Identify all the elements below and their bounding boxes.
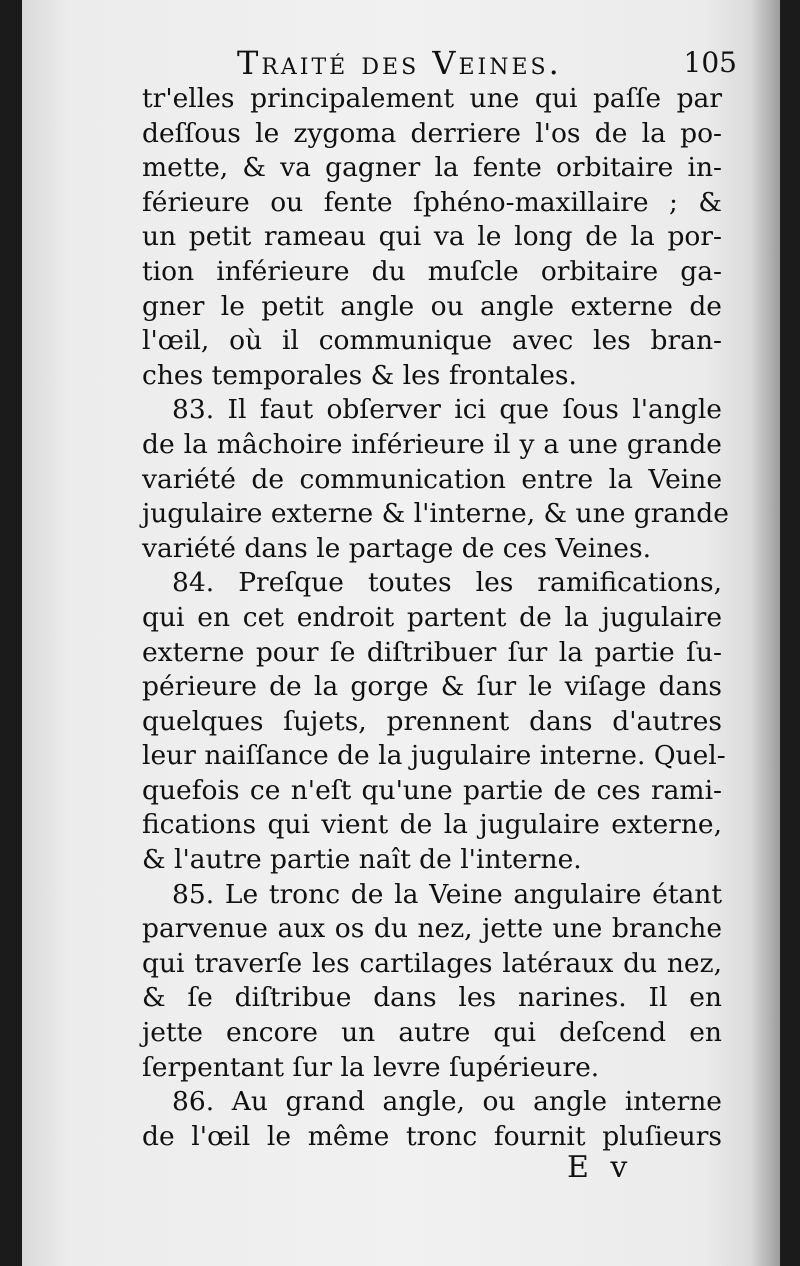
text-line: tr'elles principalement une qui paſſe par — [142, 83, 722, 114]
book-page — [22, 0, 780, 1266]
running-title: Traité des Veines. — [237, 44, 562, 82]
signature-mark: E v — [567, 1150, 634, 1185]
text-line: quelques ſujets, prennent dans d'autres — [142, 705, 722, 737]
text-line: & ſe diſtribue dans les narines. Il en — [142, 982, 722, 1014]
text-line: fications qui vient de la jugulaire externe, — [142, 809, 722, 841]
page-number: 105 — [683, 46, 737, 79]
text-line: gner le petit angle ou angle externe de — [142, 290, 722, 322]
text-line: ches temporales & les frontales. — [142, 359, 577, 391]
text-line: ſerpentant ſur la levre ſupérieure. — [142, 1051, 600, 1083]
text-line: l'œil, où il communique avec les bran- — [142, 325, 722, 357]
text-line: jugulaire externe & l'interne, & une grande — [142, 498, 729, 530]
text-line: externe pour ſe diſtribuer ſur la partie ſu- — [142, 636, 722, 668]
text-line: & l'autre partie naît de l'interne. — [142, 844, 582, 876]
text-line: variété dans le partage de ces Veines. — [142, 532, 651, 564]
paragraph-83-start: 83. Il faut obſerver ici que ſous l'angle — [172, 394, 722, 426]
text-line: de la mâchoire inférieure il y a une grande — [142, 428, 722, 460]
text-line: mette, & va gagner la fente orbitaire in- — [142, 152, 722, 184]
paragraph-86-start: 86. Au grand angle, ou angle interne — [172, 1086, 722, 1118]
paragraph-84-start: 84. Preſque toutes les ramifications, — [172, 567, 722, 599]
text-line: un petit rameau qui va le long de la por- — [142, 221, 722, 253]
text-line: leur naiſſance de la jugulaire interne. Quel- — [142, 740, 726, 772]
text-line: parvenue aux os du nez, jette une branche — [142, 913, 722, 945]
text-line: jette encore un autre qui deſcend en — [142, 1017, 722, 1049]
page-gutter-shadow — [750, 0, 780, 1266]
text-line: deſſous le zygoma derriere l'os de la po- — [142, 117, 722, 149]
text-line: férieure ou fente ſphéno-maxillaire ; & — [142, 186, 722, 218]
text-line: périeure de la gorge & ſur le viſage dans — [142, 671, 722, 703]
text-line: qui en cet endroit partent de la jugulaire — [142, 601, 722, 633]
text-line: tion inférieure du muſcle orbitaire ga- — [142, 255, 722, 287]
text-line: variété de communication entre la Veine — [142, 463, 722, 495]
text-line: de l'œil le même tronc fournit pluſieurs — [142, 1120, 722, 1152]
paragraph-85-start: 85. Le tronc de la Veine angulaire étant — [172, 878, 722, 910]
text-line: qui traverſe les cartilages latéraux du nez, — [142, 947, 722, 979]
text-line: quefois ce n'eſt qu'une partie de ces rami- — [142, 774, 722, 806]
body-text — [142, 82, 729, 1154]
